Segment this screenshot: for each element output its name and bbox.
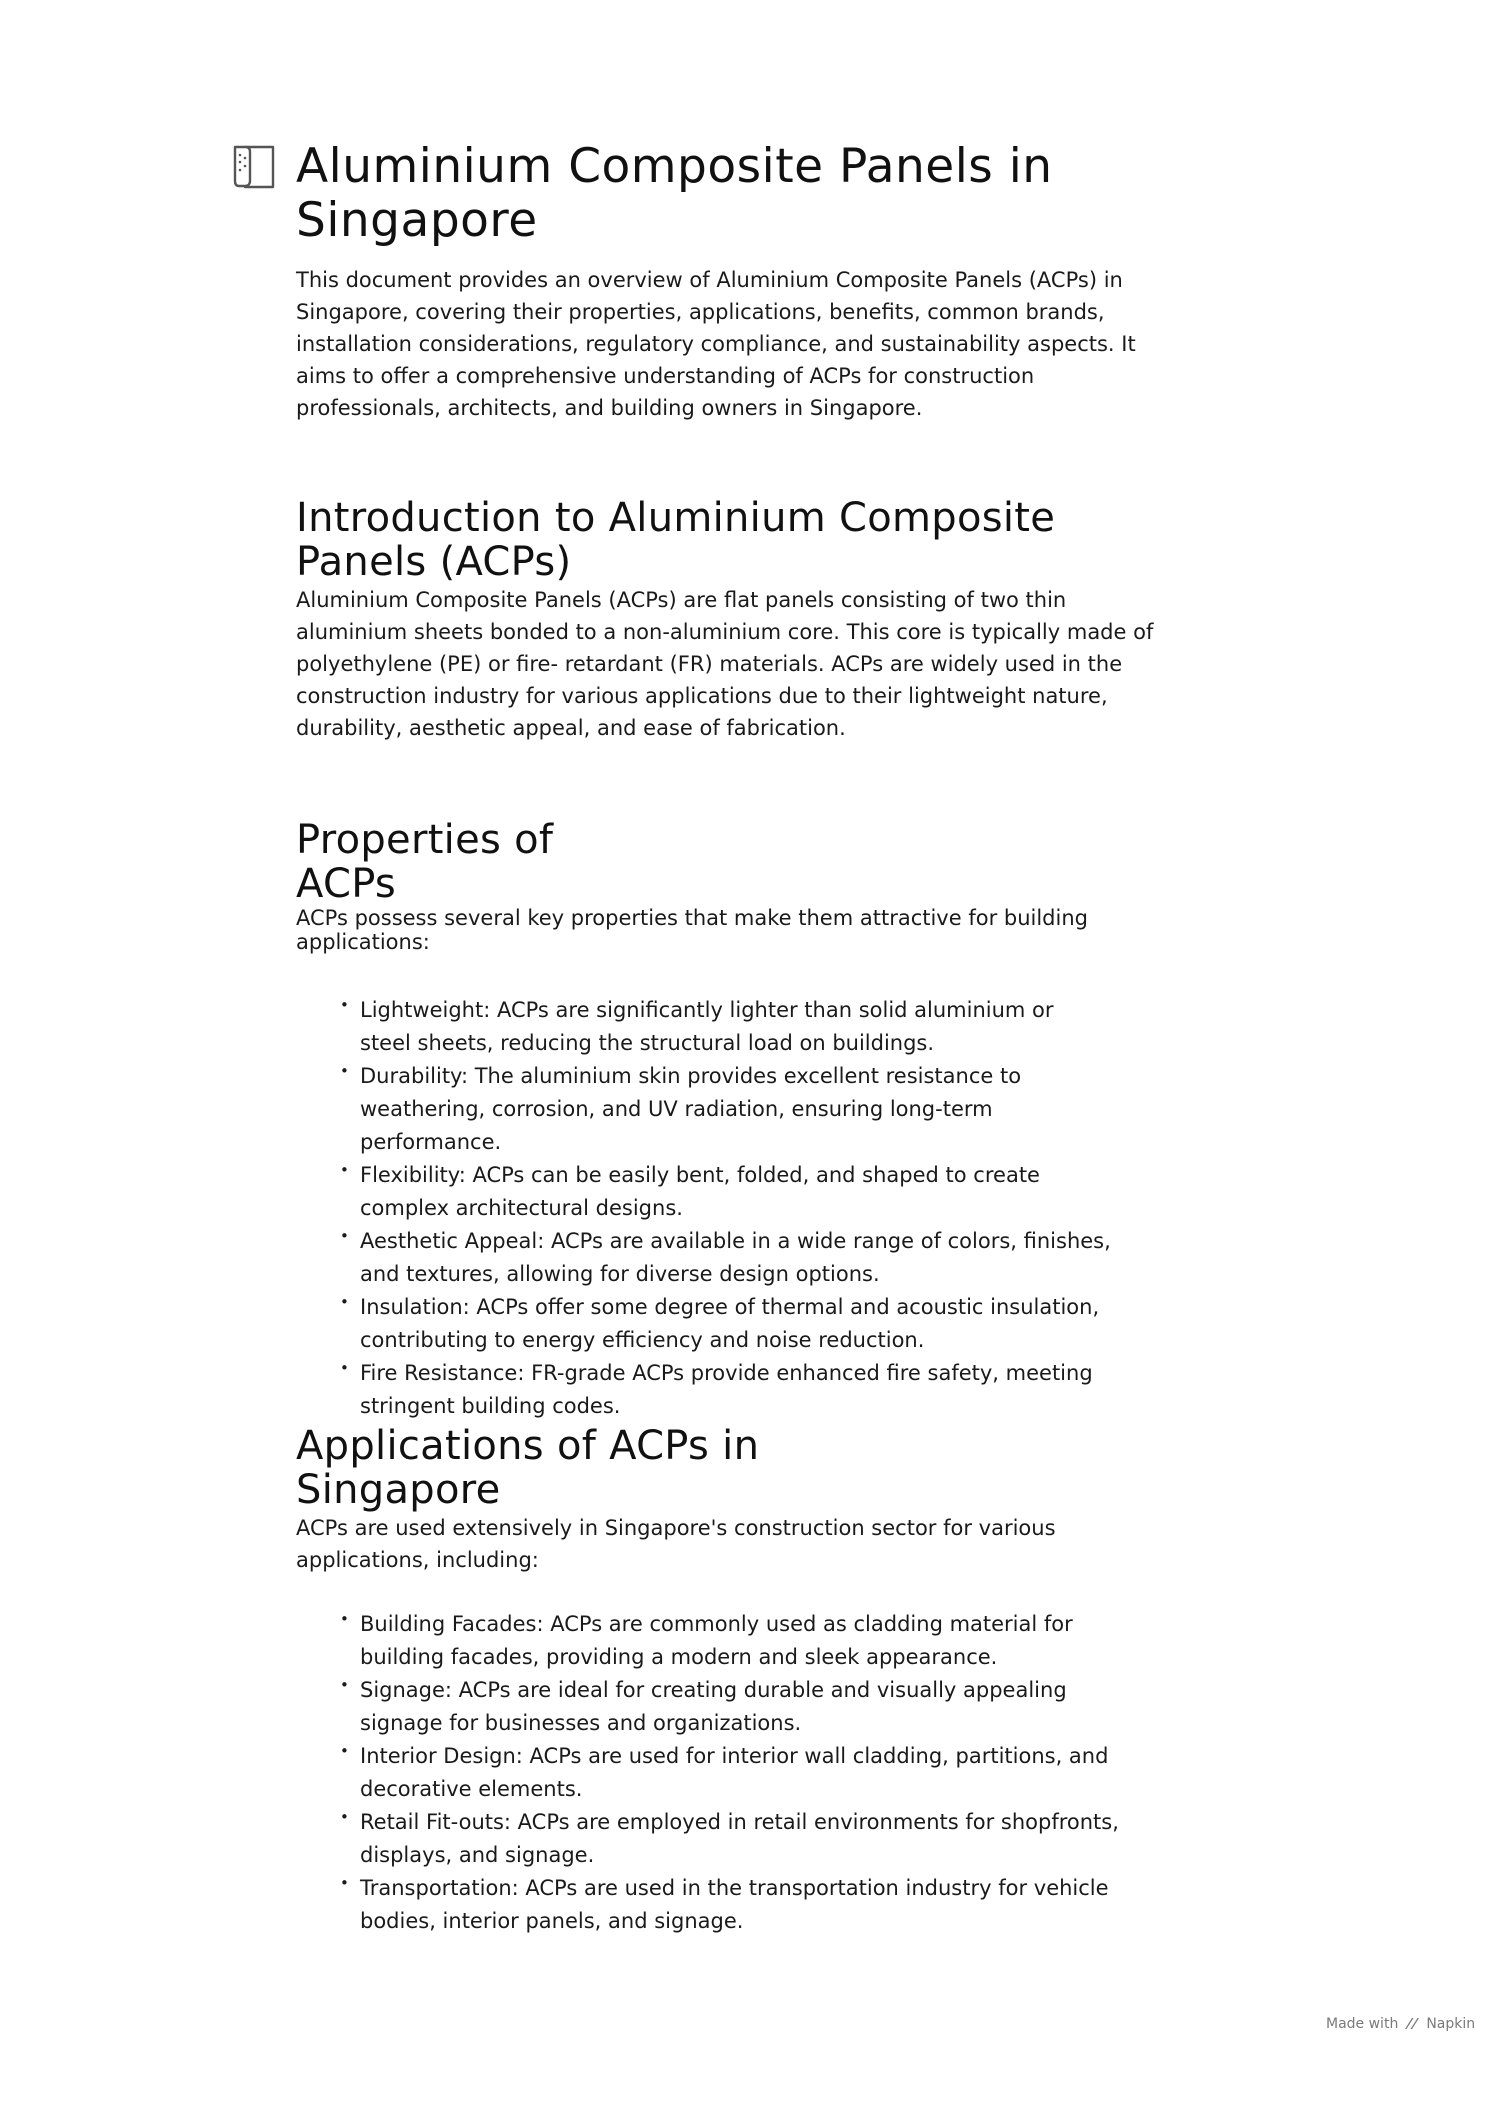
section-applications bbox=[296, 1424, 1196, 1938]
list-item: • Durability: The aluminium skin provides excellent resistance to weathering, corrosion, and UV radiation, ensuring long-term performance. bbox=[296, 1060, 1120, 1159]
list-item: • Interior Design: ACPs are used for interior wall cladding, partitions, and decorative elements. bbox=[296, 1740, 1120, 1806]
list-item: • Flexibility: ACPs can be easily bent, folded, and shaped to create complex architectural designs. bbox=[296, 1159, 1120, 1225]
section-body: ACPs are used extensively in Singapore's construction sector for various applications, including: bbox=[296, 1516, 1056, 1572]
made-with-badge[interactable] bbox=[1326, 2016, 1475, 2032]
napkin-logo-icon bbox=[1404, 2017, 1420, 2031]
section-body: ACPs possess several key properties that make them attractive for building applications: bbox=[296, 906, 1088, 954]
applications-list bbox=[296, 1608, 1156, 1938]
section-body: Aluminium Composite Panels (ACPs) are flat panels consisting of two thin aluminium sheets bonded to a non-aluminium core. This core is typically made of polyethylene (PE) or fire- retardant (FR) materials. ACPs are widely used in the construction industry for various applications due to their lightweight nature, durability, aesthetic appeal, and ease of fabrication. bbox=[296, 588, 1154, 740]
list-item: • Aesthetic Appeal: ACPs are available in a wide range of colors, finishes, and textures, allowing for diverse design options. bbox=[296, 1225, 1140, 1291]
made-with-label: Made with bbox=[1326, 2016, 1399, 2032]
intro-paragraph: This document provides an overview of Aluminium Composite Panels (ACPs) in Singapore, covering their properties, applications, benefits, common brands, installation considerations, regulatory compliance, and sustainability aspects. It aims to offer a comprehensive understanding of ACPs for construction professionals, architects, and building owners in Singapore. bbox=[296, 268, 1136, 420]
section-heading: Introduction to Aluminium Composite Panels (ACPs) bbox=[296, 495, 1056, 585]
list-item: • Retail Fit-outs: ACPs are employed in retail environments for shopfronts, displays, and signage. bbox=[296, 1806, 1140, 1872]
list-item: • Fire Resistance: FR-grade ACPs provide enhanced fire safety, meeting stringent building codes. bbox=[296, 1357, 1120, 1423]
list-item: • Lightweight: ACPs are significantly lighter than solid aluminium or steel sheets, reducing the structural load on buildings. bbox=[296, 994, 1100, 1060]
section-properties bbox=[296, 818, 1196, 1423]
napkin-brand-label: Napkin bbox=[1426, 2016, 1476, 2032]
section-introduction bbox=[296, 496, 1196, 744]
title-block bbox=[296, 140, 1196, 424]
section-heading: Properties of ACPs bbox=[296, 817, 554, 907]
list-item: • Signage: ACPs are ideal for creating durable and visually appealing signage for businesses and organizations. bbox=[296, 1674, 1120, 1740]
list-item: • Building Facades: ACPs are commonly used as cladding material for building facades, providing a modern and sleek appearance. bbox=[296, 1608, 1120, 1674]
list-item: • Transportation: ACPs are used in the transportation industry for vehicle bodies, interior panels, and signage. bbox=[296, 1872, 1140, 1938]
list-item: • Insulation: ACPs offer some degree of thermal and acoustic insulation, contributing to energy efficiency and noise reduction. bbox=[296, 1291, 1140, 1357]
page-title: Aluminium Composite Panels in Singapore bbox=[296, 139, 1053, 248]
properties-list bbox=[296, 994, 1156, 1423]
scroll-icon bbox=[231, 143, 279, 191]
section-heading: Applications of ACPs in Singapore bbox=[296, 1423, 760, 1513]
